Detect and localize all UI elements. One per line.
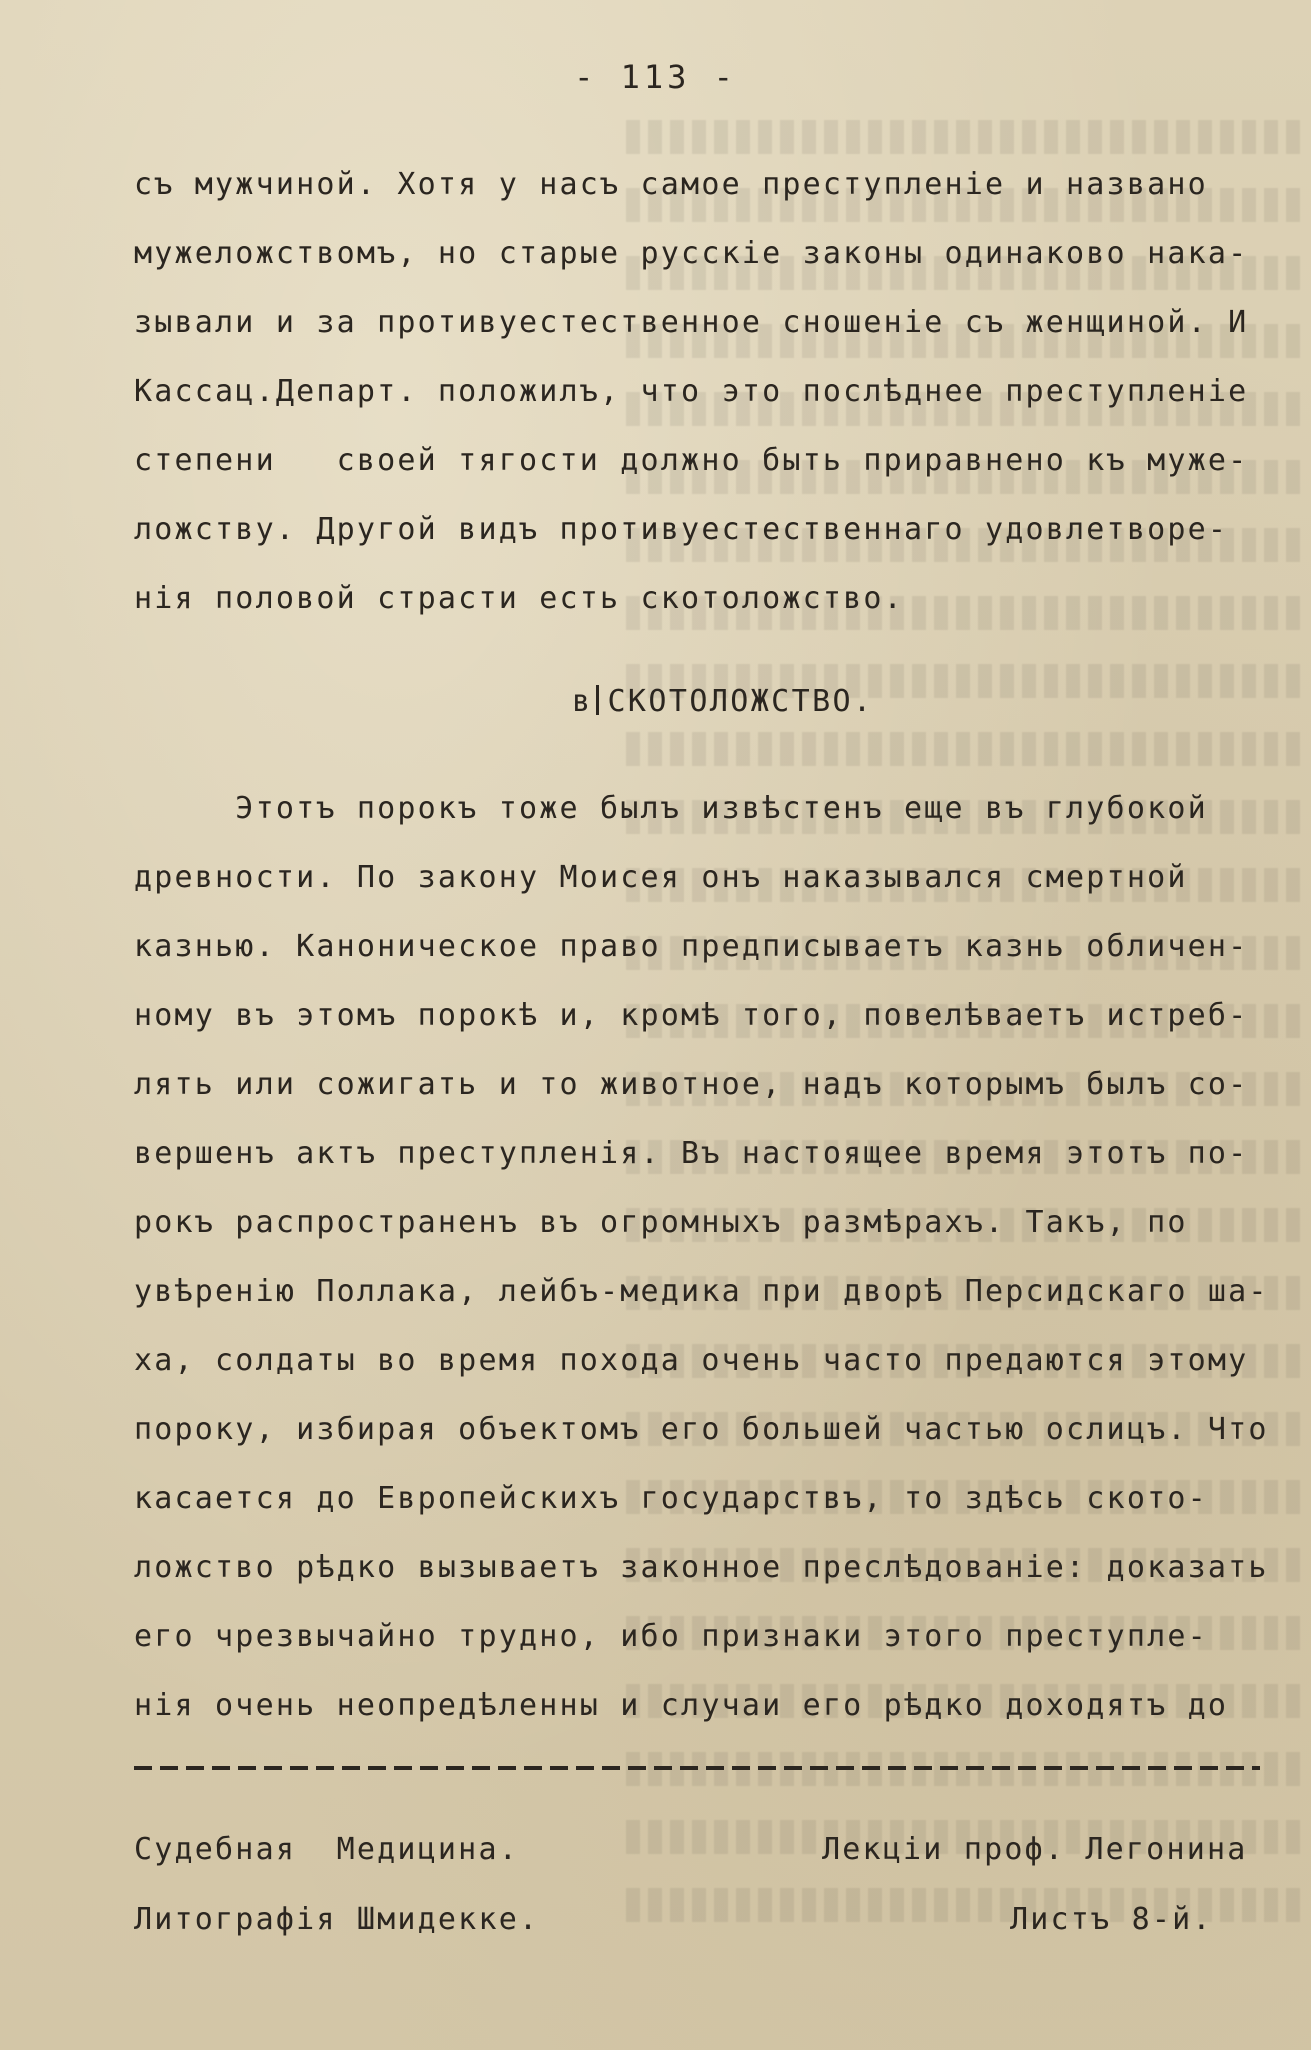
text-line: ложство рѣдко вызываетъ законное преслѣдованіе: доказать (134, 1550, 1269, 1585)
text-line: лять или сожигать и то животное, надъ которымъ былъ со- (134, 1067, 1249, 1102)
section-title: СКОТОЛОЖСТВО. (607, 684, 874, 719)
footer-lithography: Литографія Шмидекке. (134, 1902, 540, 1937)
page-number: - 113 - (574, 58, 737, 96)
text-line: съ мужчиной. Хотя у насъ самое преступленіе и названо (134, 167, 1208, 202)
text-line: Этотъ порокъ тоже былъ извѣстенъ еще въ глубокой (134, 791, 1208, 826)
text-line: нія половой страсти есть скотоложство. (134, 581, 904, 616)
section-heading (572, 684, 873, 719)
text-line: древности. По закону Моисея онъ наказывался смертной (134, 860, 1188, 895)
text-line: нія очень неопредѣленны и случаи его рѣдко доходятъ до (134, 1688, 1229, 1723)
text-line: зывали и за противуестественное сношеніе съ женщиной. И (134, 305, 1249, 340)
section-letter: в (572, 684, 593, 719)
footer-lectures: Лекціи проф. Легонина (822, 1832, 1248, 1867)
text-line: его чрезвычайно трудно, ибо признаки этого преступле- (134, 1619, 1208, 1654)
text-line: вершенъ актъ преступленія. Въ настоящее время этотъ по- (134, 1136, 1249, 1171)
text-line: касается до Европейскихъ государствъ, то здѣсь ското- (134, 1481, 1208, 1516)
text-line: увѣренію Поллака, лейбъ-медика при дворѣ Персидскаго ша- (134, 1274, 1269, 1309)
text-line: мужеложствомъ, но старые русскіе законы одинаково нака- (134, 236, 1249, 271)
text-line: ному въ этомъ порокѣ и, кромѣ того, повелѣваетъ истреб- (134, 998, 1249, 1033)
heading-bar (596, 685, 599, 715)
text-line: ложству. Другой видъ противуестественнаго удовлетворе- (134, 512, 1229, 547)
text-line: рокъ распространенъ въ огромныхъ размѣрахъ. Такъ, по (134, 1205, 1188, 1240)
footer-sheet: Листъ 8-й. (1010, 1902, 1213, 1937)
text-line: казнью. Каноническое право предписываетъ казнь обличен- (134, 929, 1249, 964)
text-line: Кассац.Департ. положилъ, что это послѣднее преступленіе (134, 374, 1249, 409)
text-line: степени своей тягости должно быть приравнено къ муже- (134, 443, 1249, 478)
footer-divider (134, 1766, 1260, 1770)
footer-subject: Судебная Медицина. (134, 1832, 519, 1867)
text-line: пороку, избирая объектомъ его большей частью ослицъ. Что (134, 1412, 1269, 1447)
text-line: ха, солдаты во время похода очень часто предаются этому (134, 1343, 1249, 1378)
